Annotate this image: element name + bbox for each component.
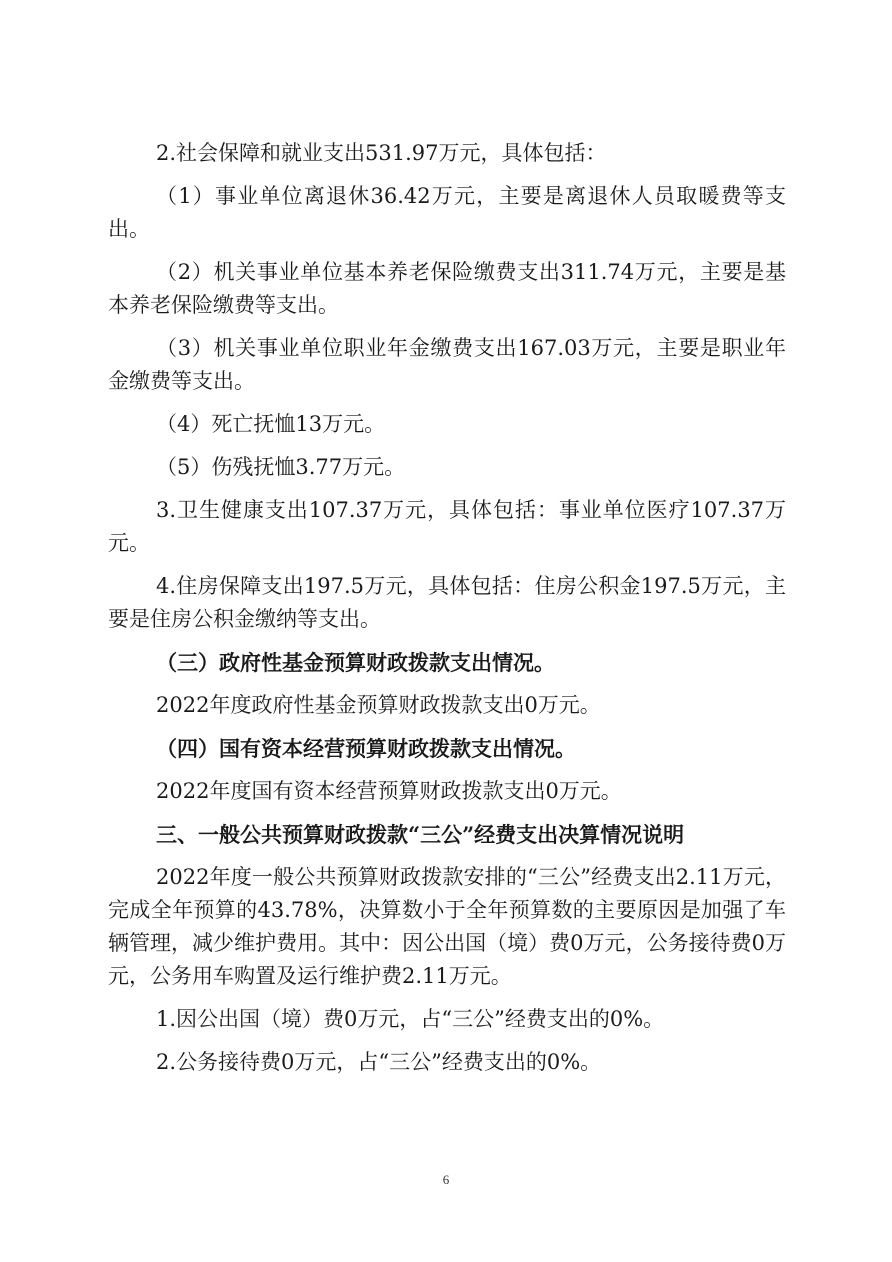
paragraph-pension-insurance: （2）机关事业单位基本养老保险缴费支出311.74万元，主要是基本养老保险缴费等支出。	[108, 260, 786, 317]
document-body	[108, 137, 786, 1089]
heading-state-capital: （四）国有资本经营预算财政拨款支出情况。	[156, 736, 576, 761]
paragraph-official-reception: 2.公务接待费0万元，占“三公”经费支出的0%。	[156, 1050, 602, 1074]
page-number: 6	[442, 1172, 450, 1187]
paragraph-social-security: 2.社会保障和就业支出531.97万元，具体包括：	[156, 141, 607, 165]
paragraph-health: 3.卫生健康支出107.37万元，具体包括：事业单位医疗107.37万元。	[108, 498, 786, 555]
paragraph-death-pension: （4）死亡抚恤13万元。	[156, 412, 386, 436]
paragraph-state-capital: 2022年度国有资本经营预算财政拨款支出0万元。	[156, 779, 622, 803]
paragraph-three-public-summary: 2022年度一般公共预算财政拨款安排的“三公”经费支出2.11万元，完成全年预算的43.78%，决算数小于全年预算数的主要原因是加强了车辆管理，减少维护费用。其中：因公出国（境）费0万元，公务接待费0万元，公务用车购置及运行维护费2.11万元。	[108, 865, 786, 988]
paragraph-disability-pension: （5）伤残抚恤3.77万元。	[156, 455, 406, 479]
paragraph-occupational-annuity: （3）机关事业单位职业年金缴费支出167.03万元，主要是职业年金缴费等支出。	[108, 336, 786, 393]
heading-government-fund: （三）政府性基金预算财政拨款支出情况。	[156, 650, 555, 675]
paragraph-housing: 4.住房保障支出197.5万元，具体包括：住房公积金197.5万元，主要是住房公积金缴纳等支出。	[108, 574, 786, 631]
paragraph-retirement: （1）事业单位离退休36.42万元，主要是离退休人员取暖费等支出。	[108, 184, 786, 241]
paragraph-overseas-travel: 1.因公出国（境）费0万元，占“三公”经费支出的0%。	[156, 1007, 665, 1031]
paragraph-government-fund: 2022年度政府性基金预算财政拨款支出0万元。	[156, 693, 601, 717]
heading-three-public: 三、一般公共预算财政拨款“三公”经费支出决算情况说明	[156, 822, 685, 847]
